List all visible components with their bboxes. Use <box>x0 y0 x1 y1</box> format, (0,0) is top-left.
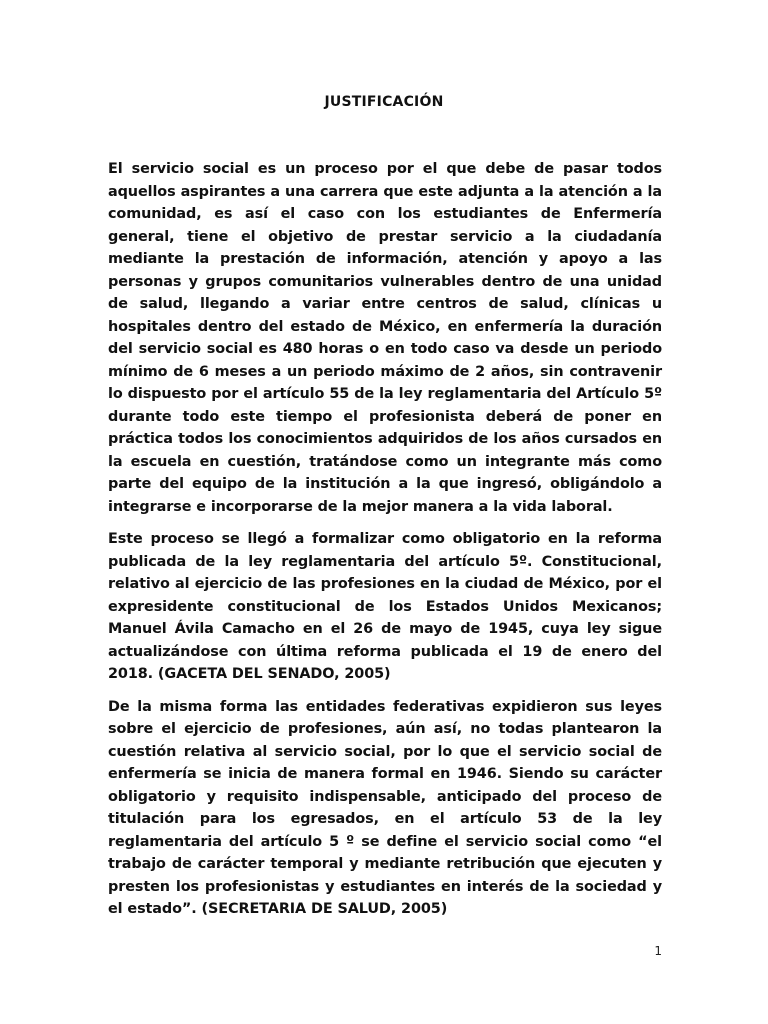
paragraph-2: Este proceso se llegó a formalizar como obligatorio en la reforma publicada de la ley reglamentaria del artículo 5º. Constitucional, relativo al ejercicio de las profesiones en la ciudad de México, por el expresidente constitucional de los Estados Unidos Mexicanos; Manuel Ávila Camacho en el 26 de mayo de 1945, cuya ley sigue actualizándose con última reforma publicada el 19 de enero del 2018. (GACETA DEL SENADO, 2005) <box>108 531 662 682</box>
paragraph-1: El servicio social es un proceso por el que debe de pasar todos aquellos aspirantes a una carrera que este adjunta a la atención a la comunidad, es así el caso con los estudiantes de Enfermería general, tiene el objetivo de prestar servicio a la ciudadanía mediante la prestación de información, atención y apoyo a las personas y grupos comunitarios vulnerables dentro de una unidad de salud, llegando a variar entre centros de salud, clínicas u hospitales dentro del estado de México, en enfermería la duración del servicio social es 480 horas o en todo caso va desde un periodo mínimo de 6 meses a un periodo máximo de 2 años, sin contravenir lo dispuesto por el artículo 55 de la ley reglamentaria del Artículo 5º durante todo este tiempo el profesionista deberá de poner en práctica todos los conocimientos adquiridos de los años cursados en la escuela en cuestión, tratándose como un integrante más como parte del equipo de la institución a la que ingresó, obligándolo a integrarse e incorporarse de la mejor manera a la vida laboral. <box>108 161 662 515</box>
document-body <box>108 158 662 931</box>
page-number: 1 <box>654 944 662 958</box>
page-title: JUSTIFICACIÓN <box>324 94 444 110</box>
paragraph-3: De la misma forma las entidades federativas expidieron sus leyes sobre el ejercicio de profesiones, aún así, no todas plantearon la cuestión relativa al servicio social, por lo que el servicio social de enfermería se inicia de manera formal en 1946. Siendo su carácter obligatorio y requisito indispensable, anticipado del proceso de titulación para los egresados, en el artículo 53 de la ley reglamentaria del artículo 5 º se define el servicio social como “el trabajo de carácter temporal y mediante retribución que ejecuten y presten los profesionistas y estudiantes en interés de la sociedad y el estado”. (SECRETARIA DE SALUD, 2005) <box>108 698 662 917</box>
